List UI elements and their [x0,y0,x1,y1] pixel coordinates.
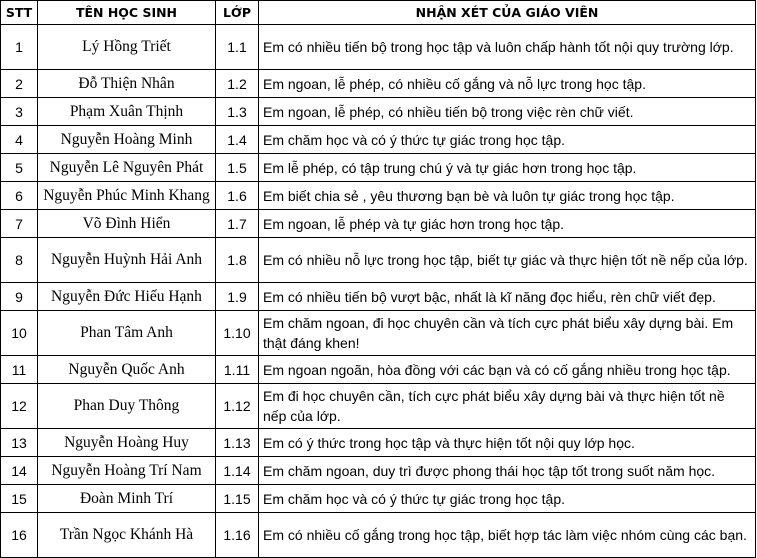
table-row [1,182,756,210]
cell-student-name: Nguyễn Phúc Minh Khang [38,182,216,210]
cell-stt: 14 [1,457,38,485]
cell-class: 1.8 [216,238,259,283]
cell-class: 1.11 [216,356,259,384]
cell-comment: Em có nhiều tiến bộ trong học tập và luôn chấp hành tốt nội quy trường lớp. [259,25,756,70]
table-row [1,311,756,356]
cell-student-name: Phan Tâm Anh [38,311,216,356]
cell-student-name: Phan Duy Thông [38,384,216,429]
cell-comment: Em có nhiều tiến bộ vượt bậc, nhất là kĩ năng đọc hiểu, rèn chữ viết đẹp. [259,283,756,311]
cell-comment: Em ngoan, lễ phép, có nhiều cố gắng và nỗ lực trong học tập. [259,70,756,98]
table-row [1,356,756,384]
cell-class: 1.5 [216,154,259,182]
table-row [1,70,756,98]
cell-student-name: Đỗ Thiện Nhân [38,70,216,98]
cell-stt: 16 [1,513,38,558]
cell-student-name: Trần Ngọc Khánh Hà [38,513,216,558]
cell-comment: Em có ý thức trong học tập và thực hiện tốt nội quy lớp học. [259,429,756,457]
cell-student-name: Đoàn Minh Trí [38,485,216,513]
cell-stt: 11 [1,356,38,384]
header-stt: STT [1,1,38,25]
cell-stt: 5 [1,154,38,182]
cell-class: 1.9 [216,283,259,311]
cell-class: 1.4 [216,126,259,154]
cell-student-name: Phạm Xuân Thịnh [38,98,216,126]
cell-student-name: Lý Hồng Triết [38,25,216,70]
table-row [1,513,756,558]
cell-stt: 7 [1,210,38,238]
cell-class: 1.6 [216,182,259,210]
cell-stt: 9 [1,283,38,311]
cell-stt: 3 [1,98,38,126]
table-row [1,98,756,126]
cell-comment: Em ngoan ngoãn, hòa đồng với các bạn và có cố gắng nhiều trong học tập. [259,356,756,384]
cell-stt: 12 [1,384,38,429]
cell-comment: Em đi học chuyên cần, tích cực phát biểu xây dựng bài và thực hiện tốt nề nếp của lớp. [259,384,756,429]
cell-class: 1.12 [216,384,259,429]
cell-comment: Em lễ phép, có tập trung chú ý và tự giác hơn trong học tập. [259,154,756,182]
cell-comment: Em chăm ngoan, duy trì được phong thái học tập tốt trong suốt năm học. [259,457,756,485]
cell-class: 1.2 [216,70,259,98]
cell-stt: 4 [1,126,38,154]
cell-class: 1.16 [216,513,259,558]
cell-stt: 2 [1,70,38,98]
table-row [1,238,756,283]
cell-class: 1.7 [216,210,259,238]
cell-stt: 13 [1,429,38,457]
cell-student-name: Nguyễn Huỳnh Hải Anh [38,238,216,283]
cell-comment: Em ngoan, lễ phép, có nhiều tiến bộ trong việc rèn chữ viết. [259,98,756,126]
cell-student-name: Nguyễn Hoàng Huy [38,429,216,457]
cell-student-name: Nguyễn Lê Nguyên Phát [38,154,216,182]
cell-class: 1.13 [216,429,259,457]
cell-class: 1.1 [216,25,259,70]
cell-student-name: Võ Đình Hiển [38,210,216,238]
header-row [1,1,756,25]
cell-student-name: Nguyễn Quốc Anh [38,356,216,384]
cell-comment: Em có nhiều nỗ lực trong học tập, biết tự giác và thực hiện tốt nề nếp của lớp. [259,238,756,283]
cell-class: 1.3 [216,98,259,126]
table-row [1,485,756,513]
cell-stt: 6 [1,182,38,210]
table-row [1,25,756,70]
table-row [1,154,756,182]
header-teacher-comment: NHẬN XÉT CỦA GIÁO VIÊN [259,1,756,25]
cell-stt: 15 [1,485,38,513]
cell-stt: 1 [1,25,38,70]
cell-student-name: Nguyễn Hoàng Minh [38,126,216,154]
header-class: LỚP [216,1,259,25]
cell-student-name: Nguyễn Hoàng Trí Nam [38,457,216,485]
table-row [1,429,756,457]
table-row [1,283,756,311]
cell-class: 1.15 [216,485,259,513]
cell-class: 1.14 [216,457,259,485]
cell-comment: Em biết chia sẻ , yêu thương bạn bè và luôn tự giác trong học tập. [259,182,756,210]
cell-class: 1.10 [216,311,259,356]
cell-student-name: Nguyễn Đức Hiếu Hạnh [38,283,216,311]
table-body [1,25,756,558]
cell-stt: 10 [1,311,38,356]
table-row [1,384,756,429]
table-row [1,126,756,154]
cell-comment: Em chăm học và có ý thức tự giác trong học tập. [259,485,756,513]
table-row [1,210,756,238]
cell-comment: Em ngoan, lễ phép và tự giác hơn trong học tập. [259,210,756,238]
cell-comment: Em chăm học và có ý thức tự giác trong học tập. [259,126,756,154]
cell-comment: Em chăm ngoan, đi học chuyên cần và tích cực phát biểu xây dựng bài. Em thật đáng khen! [259,311,756,356]
table-row [1,457,756,485]
header-student-name: TÊN HỌC SINH [38,1,216,25]
cell-stt: 8 [1,238,38,283]
cell-comment: Em có nhiều cố gắng trong học tập, biết hợp tác làm việc nhóm cùng các bạn. [259,513,756,558]
